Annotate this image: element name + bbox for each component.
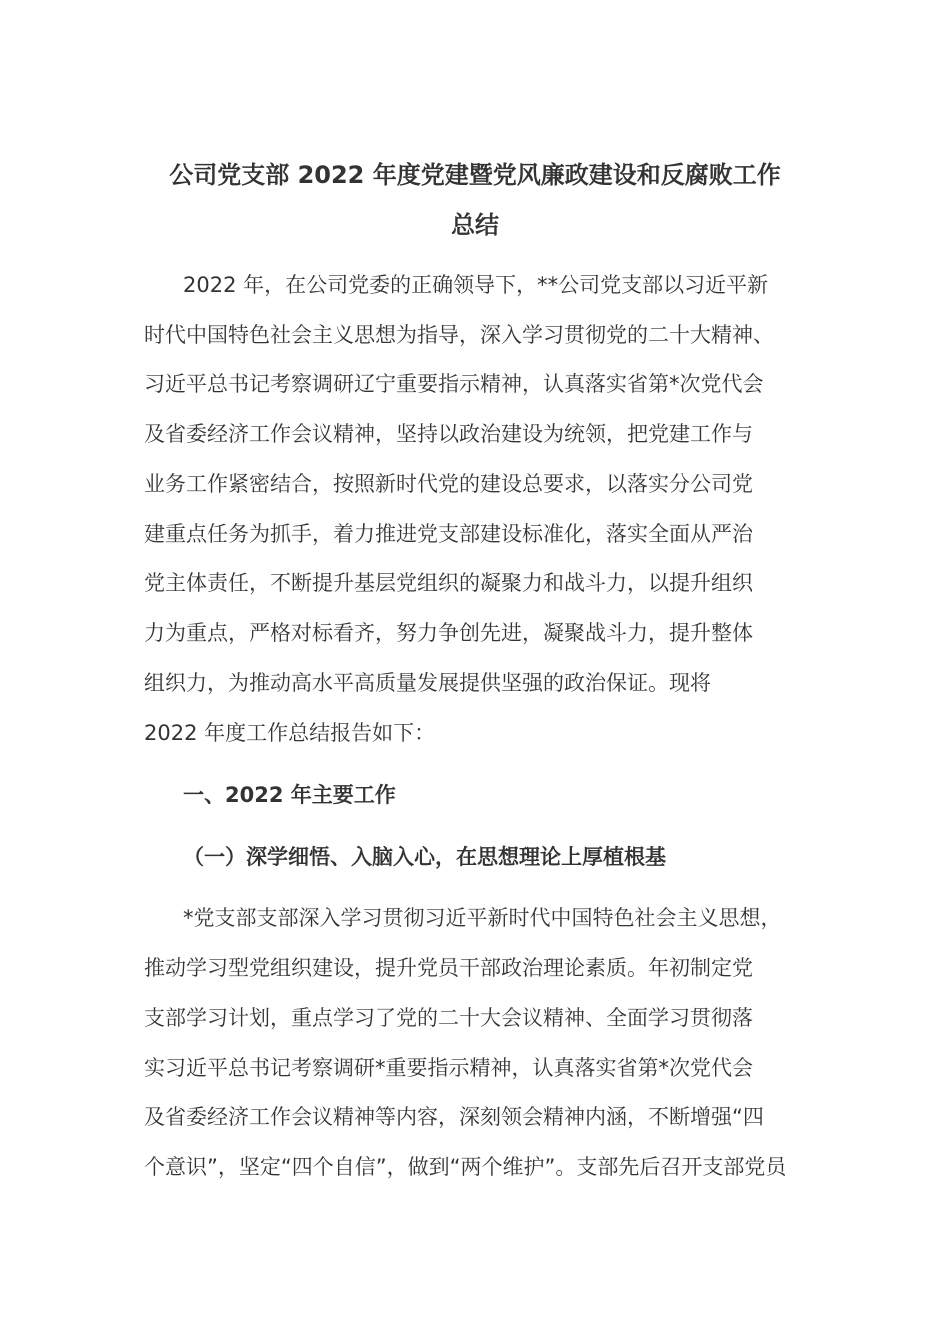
paragraph-line: 推动学习型党组织建设，提升党员干部政治理论素质。年初制定党 [144, 956, 753, 980]
document-title-line-1: 公司党支部 2022 年度党建暨党风廉政建设和反腐败工作 [169, 161, 781, 189]
paragraph-line: 力为重点，严格对标看齐，努力争创先进，凝聚战斗力，提升整体 [144, 621, 753, 645]
paragraph-line: 建重点任务为抓手，着力推进党支部建设标准化，落实全面从严治 [144, 522, 753, 546]
paragraph-line: 个意识”，坚定“四个自信”，做到“两个维护”。支部先后召开支部党员 [144, 1155, 787, 1179]
paragraph-line: 时代中国特色社会主义思想为指导，深入学习贯彻党的二十大精神、 [144, 323, 774, 347]
paragraph-line: 组织力，为推动高水平高质量发展提供坚强的政治保证。现将 [144, 671, 711, 695]
section-heading-1: 一、2022 年主要工作 [183, 783, 396, 807]
paragraph-line: 支部学习计划，重点学习了党的二十大会议精神、全面学习贯彻落 [144, 1006, 753, 1030]
paragraph-line: 及省委经济工作会议精神，坚持以政治建设为统领，把党建工作与 [144, 422, 753, 446]
paragraph-line: 习近平总书记考察调研辽宁重要指示精神，认真落实省第*次党代会 [144, 372, 764, 396]
document-title-line-2: 总结 [451, 211, 499, 239]
subsection-heading-1: （一）深学细悟、入脑入心，在思想理论上厚植根基 [183, 845, 666, 869]
paragraph-line: 2022 年，在公司党委的正确领导下，**公司党支部以习近平新 [183, 273, 769, 297]
paragraph-line: 实习近平总书记考察调研*重要指示精神，认真落实省第*次党代会 [144, 1056, 753, 1080]
paragraph-line: 及省委经济工作会议精神等内容，深刻领会精神内涵，不断增强“四 [144, 1105, 764, 1129]
paragraph-line: 业务工作紧密结合，按照新时代党的建设总要求，以落实分公司党 [144, 472, 753, 496]
paragraph-line: 2022 年度工作总结报告如下： [144, 721, 436, 745]
paragraph-line: 党主体责任，不断提升基层党组织的凝聚力和战斗力，以提升组织 [144, 571, 753, 595]
paragraph-line: *党支部支部深入学习贯彻习近平新时代中国特色社会主义思想， [183, 906, 782, 930]
